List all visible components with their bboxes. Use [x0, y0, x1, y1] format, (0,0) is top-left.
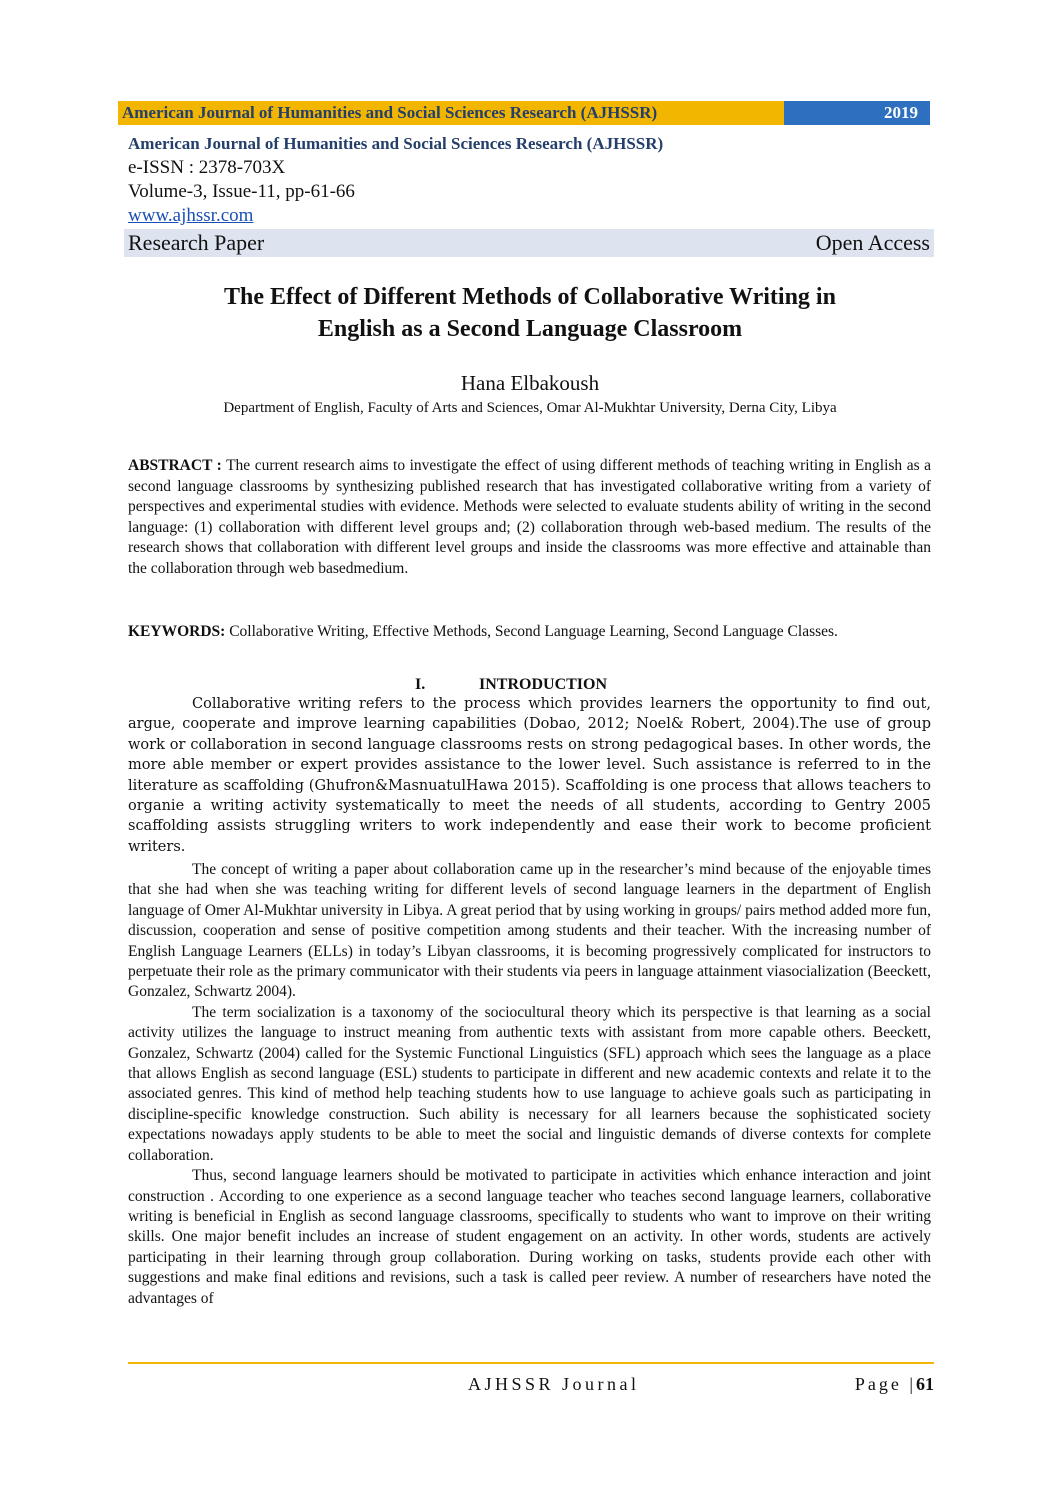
keywords: [128, 622, 931, 643]
paper-title-line-2: English as a Second Language Classroom: [317, 316, 743, 342]
footer-page: [855, 1374, 934, 1395]
paper-title-line-1: The Effect of Different Methods of Collaborative Writing in: [224, 284, 836, 310]
header-band: [118, 101, 930, 125]
website-link[interactable]: www.ajhssr.com: [128, 205, 254, 226]
paper-type-bar: [124, 229, 934, 257]
intro-paragraph-1: Collaborative writing refers to the process which provides learners the opportunity to find out, argue, cooperate and improve learning capabilities (Dobao, 2012; Noel& Robert, 2004).The use of group work or collaboration in second language classrooms rests on strong pedagogical bases. In other words, the more able member or expert provides assistance to the lower level. Such assistance is referred to in the literature as scaffolding (Ghufron&MasnuatulHawa 2015). Scaffolding is one process that allows teachers to organie a writing activity systematically to meet the needs of all students, according to Gentry 2005 scaffolding assists struggling writers to work independently and ease their work to become proficient writers.: [128, 696, 931, 855]
abstract-label: ABSTRACT :: [128, 457, 222, 474]
abstract: [128, 456, 931, 579]
footer-page-number: 61: [916, 1374, 934, 1394]
footer-journal: AJHSSR Journal: [468, 1374, 640, 1394]
page-footer: [128, 1374, 934, 1398]
volume-info: Volume-3, Issue-11, pp-61-66: [128, 181, 355, 202]
intro-paragraph-3: The term socialization is a taxonomy of the sociocultural theory which its perspective is that learning as a social activity utilizes the language to instruct meaning from authentic texts with assistant from more capable others. Beeckett, Gonzalez, Schwartz (2004) called for the Systemic Functional Linguistics (SFL) approach which sees the language as a place that allows English as second language (ESL) students to participate in different and new academic contexts and relate it to the associated genres. This kind of method help teaching students how to use language to achieve goals such as participating in discipline-specific knowledge construction. Such ability is necessary for all learners because the sophisticated society expectations nowadays apply students to be able to meet the social and linguistic demands of diverse contexts for complete collaboration.: [128, 1003, 931, 1164]
author-affiliation: Department of English, Faculty of Arts and Sciences, Omar Al-Mukhtar University, Derna City, Libya: [223, 400, 837, 416]
header-band-journal: American Journal of Humanities and Social Sciences Research (AJHSSR): [118, 101, 784, 125]
footer-rule: [128, 1362, 934, 1364]
open-access-label: Open Access: [815, 230, 930, 255]
footer-page-label: Page |: [854, 1374, 916, 1394]
journal-meta: [128, 132, 934, 257]
keywords-text: Collaborative Writing, Effective Methods, Second Language Learning, Second Language Classes.: [225, 623, 838, 640]
header-band-year: 2019: [784, 101, 930, 125]
intro-paragraph-4: Thus, second language learners should be motivated to participate in activities which enhance interaction and joint construction . According to one experience as a second language teacher who teaches second language learners, collaborative writing is beneficial in English as second language classrooms, specifically to students who want to improve on their writing skills. One major benefit includes an increase of student engagement on an activity. In other words, students are actively participating in their learning through group collaboration. During working on tasks, students provide each other with suggestions and make final editions and revisions, such a task is called peer review. A number of researchers have noted the advantages of: [128, 1167, 931, 1307]
intro-paragraph-2: The concept of writing a paper about collaboration came up in the researcher’s mind because of the enjoyable times that she had when she was teaching writing for different levels of second language learners in the department of English language of Omer Al-Mukhtar university in Libya. A great period that by using working in groups/ pairs method added more fun, discussion, cooperation and sense of positive competition among students and their teacher. With the increasing number of English Language Learners (ELLs) in today’s Libyan classrooms, it is becoming progressively complicated for instructors to perpetuate their role as the primary communicator with their students via peers in language attainment viasocialization (Beeckett, Gonzalez, Schwartz 2004).: [128, 861, 931, 1001]
paper-type: Research Paper: [128, 230, 265, 255]
section-number: I.: [415, 676, 426, 693]
body-text: [128, 860, 931, 1309]
paper-title: [100, 281, 960, 345]
journal-name: American Journal of Humanities and Social Sciences Research (AJHSSR): [128, 134, 664, 153]
keywords-label: KEYWORDS:: [128, 623, 226, 640]
eissn: e-ISSN : 2378-703X: [128, 157, 286, 178]
author-name: Hana Elbakoush: [460, 371, 600, 395]
section-title: INTRODUCTION: [479, 676, 608, 693]
abstract-text: The current research aims to investigate the effect of using different methods of teaching writing in English as a second language classrooms by synthesizing published research that has investigated collaborative writing from a variety of perspectives and experimental studies with evidence. Methods were selected to evaluate students ability of writing in the second language: (1) collaboration with different level groups and; (2) collaboration through web-based medium. The results of the research shows that collaboration with different level groups and inside the classrooms was more effective and attainable than the collaboration through web basedmedium.: [128, 457, 932, 577]
